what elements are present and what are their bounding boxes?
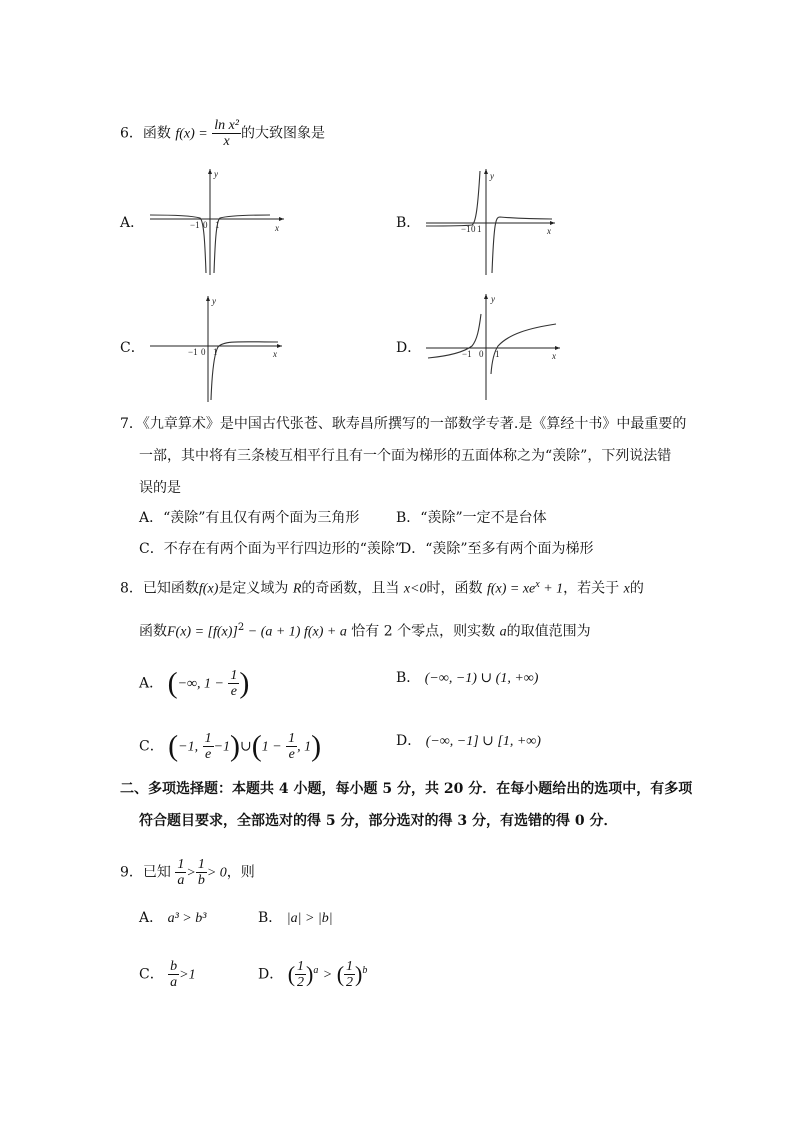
svg-text:1: 1 [213,347,218,357]
q7-line-2: 一部，其中将有三条棱互相平行且有一个面为梯形的五面体称之为“羡除”，下列说法错 [139,448,672,464]
svg-text:−1: −1 [461,224,471,234]
q8-line-1: 8．已知函数f(x)是定义域为 R的奇函数，且当 x<0时，函数 $f(x) = xe^x + 1$，若关于 x的 [120,579,644,597]
q6-graph-c[interactable] [148,292,288,404]
svg-text:x: x [552,351,556,361]
svg-text:0: 0 [203,220,208,230]
q8-line-2: 函数$F(x) = [f(x)]^2 - (a + 1) f(x) + a$ 恰有 2 个零点，则实数 a的取值范围为 [139,622,591,640]
svg-text:0: 0 [479,349,484,359]
q6-number: 6． [120,125,143,142]
q9-option-d[interactable]: D． ( $\frac{1}{2}$ )$^a$ > ( $\frac{1}{2}$ )$^b$ [258,959,368,990]
q6-func: f(x) = [175,126,208,142]
q6-option-b-label[interactable]: B． [396,215,421,231]
q7-line-1: 7．《九章算术》是中国古代张苍、耿寿昌所撰写的一部数学专著.是《算经十书》中最重要的 [120,416,687,432]
q6-fraction: $\frac{\text{ln x²}}{x}$ [214,118,240,149]
svg-text:−1: −1 [190,220,200,230]
q7-option-d[interactable]: D．“羡除”至多有两个面为梯形 [400,541,594,557]
q8-option-a[interactable]: A． (−∞, 1 − $\frac{1}{e}$ ) [139,666,250,700]
q7-line-3: 误的是 [139,480,181,496]
svg-text:y: y [490,171,494,181]
q9-option-b[interactable]: B． |a| > |b| [258,910,333,926]
q8-option-c[interactable]: C． (−1, $\frac{1}{e}$ −1)∪(1 − $\frac{1}{e}$ , 1) [139,729,322,763]
q9-option-a[interactable]: A． a³ > b³ [139,910,207,926]
q6-suffix: 的大致图象是 [241,125,326,142]
svg-text:y: y [214,169,218,179]
svg-text:1: 1 [477,224,482,234]
svg-text:−1: −1 [462,349,472,359]
section-2-heading-line-1: 二、多项选择题：本题共 4 小题，每小题 5 分，共 20 分．在每小题给出的选项中，有多项 [120,781,693,797]
svg-text:1: 1 [215,220,220,230]
q6-graph-d[interactable] [424,290,564,404]
q6-graph-b[interactable] [424,165,559,277]
q7-option-b[interactable]: B．“羡除”一定不是台体 [396,510,547,526]
q7-option-c[interactable]: C．不存在有两个面为平行四边形的“羡除” [139,541,403,557]
q6-option-d-label[interactable]: D． [396,340,422,356]
q6-graph-a[interactable] [148,165,288,277]
q7-option-a[interactable]: A．“羡除”有且仅有两个面为三角形 [139,510,360,526]
svg-text:x: x [275,223,279,233]
q6-stem [120,118,325,149]
svg-text:x: x [273,349,277,359]
svg-text:x: x [547,226,551,236]
q9-option-c[interactable]: C． $\frac{b}{a}$ >1 [139,959,196,990]
q9-stem: 9．已知 $\frac{1}{a}$ > $\frac{1}{b}$ > 0，则 [120,857,255,888]
q8-option-d[interactable]: D． (−∞, −1] ∪ [1, +∞) [396,733,541,749]
q6-prefix: 函数 [142,125,171,142]
svg-text:y: y [491,294,495,304]
svg-text:0: 0 [471,224,476,234]
svg-text:y: y [212,296,216,306]
q8-option-b[interactable]: B． (−∞, −1) ∪ (1, +∞) [396,670,539,686]
q6-option-a-label[interactable]: A． [120,215,145,231]
q6-option-c-label[interactable]: C． [120,340,145,356]
svg-text:−1: −1 [188,347,198,357]
section-2-heading-line-2: 符合题目要求，全部选对的得 5 分，部分选对的得 3 分，有选错的得 0 分． [139,813,618,829]
svg-text:1: 1 [495,349,500,359]
svg-text:0: 0 [201,347,206,357]
